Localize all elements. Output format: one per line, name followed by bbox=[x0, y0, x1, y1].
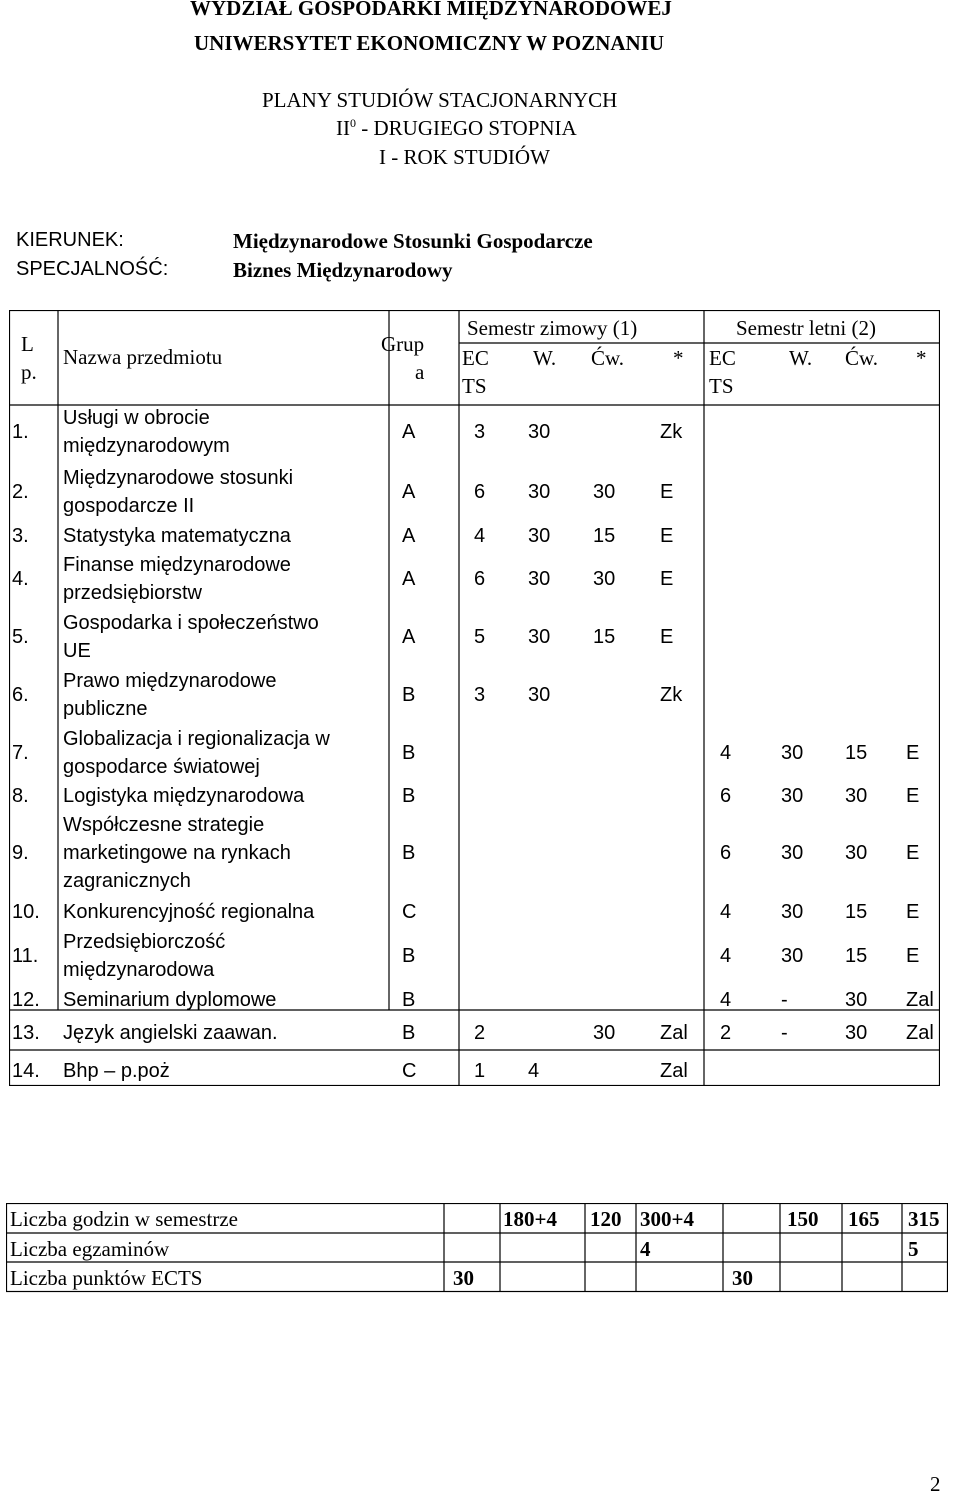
summary-value: 300+4 bbox=[640, 1207, 694, 1231]
header-lp-l: L bbox=[21, 332, 34, 356]
subject-name: zagranicznych bbox=[63, 870, 191, 892]
value-cell-s-ects: 2 bbox=[720, 1021, 732, 1044]
value-cell-w-c: 15 bbox=[593, 626, 616, 648]
value-cell-s-w: - bbox=[781, 989, 788, 1011]
value-cell-s-ects: 6 bbox=[720, 842, 732, 864]
value-cell-w-ects: 5 bbox=[474, 626, 486, 648]
subject-name: Bhp – p.poż bbox=[63, 1059, 170, 1082]
value-cell-w-c: 15 bbox=[593, 524, 616, 547]
summary-value: 315 bbox=[908, 1207, 940, 1231]
row-number: 11. bbox=[12, 945, 39, 967]
group-cell: A bbox=[402, 524, 416, 547]
row-number: 3. bbox=[12, 524, 29, 547]
header-summer-ects-1: EC bbox=[709, 346, 736, 370]
row-number: 13. bbox=[12, 1021, 40, 1044]
header-winter-lecture: W. bbox=[533, 346, 557, 370]
summary-value: 30 bbox=[453, 1266, 474, 1290]
value-cell-w-s: Zk bbox=[660, 421, 683, 443]
header-summer-star: * bbox=[916, 346, 927, 370]
subject-name: Język angielski zaawan. bbox=[63, 1021, 278, 1044]
summary-value: 5 bbox=[908, 1236, 919, 1261]
subject-name: Prawo międzynarodowe bbox=[63, 670, 277, 692]
subject-name: Konkurencyjność regionalna bbox=[63, 901, 315, 923]
specjalnosc-label: SPECJALNOŚĆ: bbox=[16, 258, 169, 280]
value-cell-w-w: 30 bbox=[528, 421, 551, 443]
summary-value: 4 bbox=[640, 1236, 651, 1261]
degree-superscript: 0 bbox=[350, 116, 356, 130]
row-number: 7. bbox=[12, 742, 29, 764]
value-cell-s-w: - bbox=[781, 1021, 788, 1044]
subject-name: międzynarodowa bbox=[63, 959, 215, 981]
summary-value: 165 bbox=[848, 1207, 880, 1231]
value-cell-s-s: E bbox=[906, 785, 920, 807]
value-cell-s-c: 30 bbox=[845, 842, 868, 864]
group-cell: B bbox=[402, 945, 416, 967]
value-cell-s-s: E bbox=[906, 901, 920, 923]
header-winter-star: * bbox=[673, 346, 684, 370]
group-cell: C bbox=[402, 1059, 417, 1082]
value-cell-s-w: 30 bbox=[781, 742, 804, 764]
header-summer-lecture: W. bbox=[789, 346, 813, 370]
study-plan-table bbox=[9, 310, 940, 1086]
kierunek-label: KIERUNEK: bbox=[16, 229, 124, 251]
value-cell-s-ects: 6 bbox=[720, 785, 732, 807]
subject-name: międzynarodowym bbox=[63, 435, 230, 457]
value-cell-w-w: 30 bbox=[528, 684, 551, 706]
subject-name: Finanse międzynarodowe bbox=[63, 554, 291, 576]
subject-name: Statystyka matematyczna bbox=[63, 524, 291, 547]
value-cell-w-c: 30 bbox=[593, 568, 616, 590]
summary-value: 30 bbox=[732, 1266, 753, 1290]
row-number: 14. bbox=[12, 1059, 40, 1082]
value-cell-s-s: Zal bbox=[906, 989, 934, 1011]
value-cell-w-ects: 3 bbox=[474, 684, 486, 706]
group-cell: A bbox=[402, 626, 416, 648]
value-cell-s-s: E bbox=[906, 842, 920, 864]
value-cell-w-ects: 6 bbox=[474, 481, 486, 503]
subject-name: Międzynarodowe stosunki bbox=[63, 467, 294, 489]
subject-name: gospodarcze II bbox=[63, 495, 195, 517]
subject-name: Współczesne strategie bbox=[63, 814, 265, 836]
group-cell: A bbox=[402, 568, 416, 590]
page-number: 2 bbox=[930, 1472, 941, 1496]
value-cell-w-c: 30 bbox=[593, 481, 616, 503]
subject-name: przedsiębiorstw bbox=[63, 582, 202, 604]
value-cell-w-s: Zal bbox=[660, 1059, 688, 1082]
summary-value: 180+4 bbox=[503, 1207, 557, 1231]
group-cell: C bbox=[402, 901, 417, 923]
value-cell-w-ects: 4 bbox=[474, 524, 486, 547]
header-summer-exercise: Ćw. bbox=[845, 346, 879, 370]
specjalnosc-value: Biznes Międzynarodowy bbox=[233, 258, 453, 282]
row-number: 1. bbox=[12, 421, 29, 443]
subject-name: marketingowe na rynkach bbox=[63, 842, 291, 864]
header-summer-semester: Semestr letni (2) bbox=[736, 316, 876, 340]
header-group-1: Grup bbox=[381, 332, 425, 356]
value-cell-w-ects: 3 bbox=[474, 421, 486, 443]
degree-suffix: - DRUGIEGO STOPNIA bbox=[356, 116, 577, 140]
university-title: UNIWERSYTET EKONOMICZNY W POZNANIU bbox=[194, 31, 665, 55]
row-number: 2. bbox=[12, 481, 29, 503]
group-cell: B bbox=[402, 1021, 416, 1044]
group-cell: B bbox=[402, 842, 416, 864]
value-cell-s-ects: 4 bbox=[720, 989, 732, 1011]
degree-prefix: II bbox=[336, 116, 350, 140]
subject-name: Seminarium dyplomowe bbox=[63, 989, 277, 1011]
group-cell: B bbox=[402, 989, 416, 1011]
value-cell-s-ects: 4 bbox=[720, 945, 732, 967]
value-cell-w-s: E bbox=[660, 481, 674, 503]
value-cell-w-c: 30 bbox=[593, 1021, 616, 1044]
summary-label: Liczba egzaminów bbox=[10, 1236, 170, 1261]
value-cell-w-w: 30 bbox=[528, 626, 551, 648]
summary-value: 150 bbox=[787, 1207, 819, 1231]
summary-table bbox=[6, 1203, 948, 1293]
header-lp-p: p. bbox=[21, 360, 37, 384]
value-cell-s-ects: 4 bbox=[720, 742, 732, 764]
row-number: 8. bbox=[12, 785, 29, 807]
subject-name: Logistyka międzynarodowa bbox=[63, 785, 305, 807]
value-cell-w-ects: 6 bbox=[474, 568, 486, 590]
value-cell-s-c: 30 bbox=[845, 989, 868, 1011]
value-cell-w-w: 30 bbox=[528, 568, 551, 590]
subject-name: Przedsiębiorczość bbox=[63, 931, 226, 953]
value-cell-w-s: E bbox=[660, 626, 674, 648]
value-cell-s-w: 30 bbox=[781, 945, 804, 967]
subject-name: UE bbox=[63, 640, 91, 662]
value-cell-s-c: 15 bbox=[845, 901, 868, 923]
value-cell-w-s: E bbox=[660, 568, 674, 590]
header-winter-exercise: Ćw. bbox=[591, 346, 625, 370]
subject-name: Globalizacja i regionalizacja w bbox=[63, 728, 330, 750]
year-title: I - ROK STUDIÓW bbox=[379, 145, 550, 169]
summary-value: 120 bbox=[590, 1207, 622, 1231]
value-cell-w-ects: 2 bbox=[474, 1021, 486, 1044]
value-cell-s-w: 30 bbox=[781, 901, 804, 923]
degree-title bbox=[336, 116, 577, 141]
value-cell-s-w: 30 bbox=[781, 785, 804, 807]
header-winter-ects-2: TS bbox=[462, 374, 487, 398]
group-cell: A bbox=[402, 421, 416, 443]
value-cell-s-c: 15 bbox=[845, 945, 868, 967]
value-cell-s-s: E bbox=[906, 742, 920, 764]
value-cell-s-s: E bbox=[906, 945, 920, 967]
value-cell-s-c: 15 bbox=[845, 742, 868, 764]
subject-name: Gospodarka i społeczeństwo bbox=[63, 612, 319, 634]
value-cell-s-c: 30 bbox=[845, 785, 868, 807]
faculty-title: WYDZIAŁ GOSPODARKI MIĘDZYNARODOWEJ bbox=[190, 0, 672, 20]
value-cell-w-s: Zal bbox=[660, 1021, 688, 1044]
value-cell-w-w: 30 bbox=[528, 524, 551, 547]
value-cell-s-c: 30 bbox=[845, 1021, 868, 1044]
group-cell: A bbox=[402, 481, 416, 503]
value-cell-w-w: 4 bbox=[528, 1059, 540, 1082]
group-cell: B bbox=[402, 742, 416, 764]
kierunek-value: Międzynarodowe Stosunki Gospodarcze bbox=[233, 229, 593, 253]
value-cell-w-ects: 1 bbox=[474, 1059, 486, 1082]
row-number: 12. bbox=[12, 989, 40, 1011]
value-cell-s-w: 30 bbox=[781, 842, 804, 864]
header-group-2: a bbox=[415, 360, 425, 384]
plan-title: PLANY STUDIÓW STACJONARNYCH bbox=[262, 88, 618, 112]
group-cell: B bbox=[402, 785, 416, 807]
row-number: 9. bbox=[12, 842, 29, 864]
row-number: 6. bbox=[12, 684, 29, 706]
row-number: 4. bbox=[12, 568, 29, 590]
header-subject-name: Nazwa przedmiotu bbox=[63, 345, 223, 369]
row-number: 10. bbox=[12, 901, 40, 923]
summary-label: Liczba punktów ECTS bbox=[10, 1266, 203, 1290]
value-cell-s-ects: 4 bbox=[720, 901, 732, 923]
subject-name: gospodarce światowej bbox=[63, 756, 260, 778]
header-winter-ects-1: EC bbox=[462, 346, 489, 370]
header-winter-semester: Semestr zimowy (1) bbox=[467, 316, 638, 340]
group-cell: B bbox=[402, 684, 416, 706]
header-summer-ects-2: TS bbox=[709, 374, 734, 398]
value-cell-s-s: Zal bbox=[906, 1021, 934, 1044]
row-number: 5. bbox=[12, 626, 29, 648]
subject-name: publiczne bbox=[63, 698, 148, 720]
value-cell-w-s: E bbox=[660, 524, 674, 547]
subject-name: Usługi w obrocie bbox=[63, 407, 210, 429]
value-cell-w-s: Zk bbox=[660, 684, 683, 706]
value-cell-w-w: 30 bbox=[528, 481, 551, 503]
summary-label: Liczba godzin w semestrze bbox=[10, 1207, 238, 1231]
